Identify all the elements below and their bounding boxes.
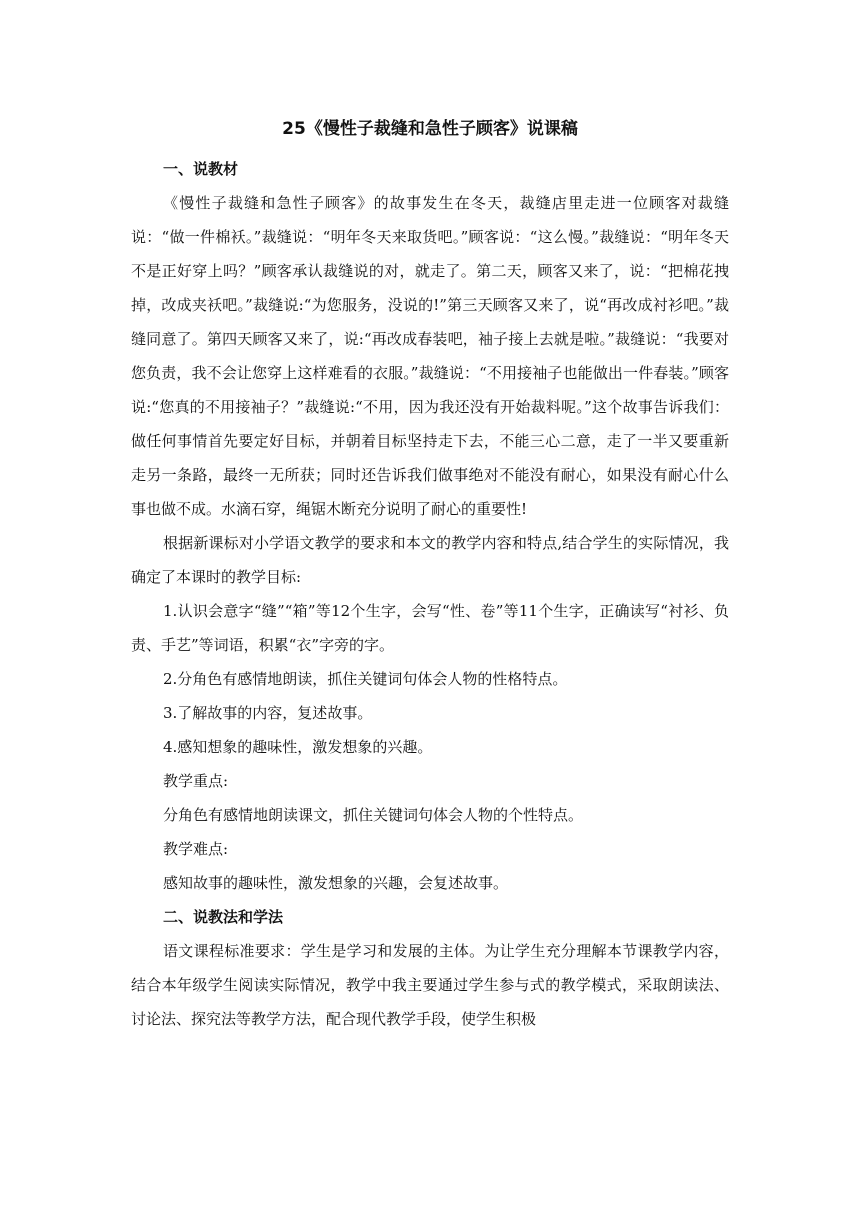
- teaching-goal-2: 2.分角色有感情地朗读，抓住关键词句体会人物的性格特点。: [163, 670, 568, 688]
- story-summary-paragraph: 《慢性子裁缝和急性子顾客》的故事发生在冬天，裁缝店里走进一位顾客对裁缝说：“做一件棉袄。”裁缝说：“明年冬天来取货吧。”顾客说：“这么慢。”裁缝说：“明年冬天不是正好穿上吗？”顾客承认裁缝说的对，就走了。第二天，顾客又来了，说：“把棉花拽掉，改成夹袄吧。”裁缝说:“为您服务，没说的!”第三天顾客又来了，说“再改成衬衫吧。”裁缝同意了。第四天顾客又来了，说:“再改成春装吧，袖子接上去就是啦。”裁缝说：“我要对您负责，我不会让您穿上这样难看的衣服。”裁缝说：“不用接袖子也能做出一件春装。”顾客说:“您真的不用接袖子？”裁缝说:“不用，因为我还没有开始裁料呢。”这个故事告诉我们：做任何事情首先要定好目标，并朝着目标坚持走下去，不能三心二意，走了一半又要重新走另一条路，最终一无所获；同时还告诉我们做事绝对不能没有耐心，如果没有耐心什么事也做不成。水滴石穿，绳锯木断充分说明了耐心的重要性!: [131, 194, 729, 518]
- document-page: [131, 114, 729, 1036]
- difficulties-text: 感知故事的趣味性，激发想象的兴趣，会复述故事。: [163, 874, 509, 892]
- document-title: 25《慢性子裁缝和急性子顾客》说课稿: [282, 119, 578, 139]
- difficulties-label: 教学难点:: [163, 840, 229, 858]
- goals-intro-paragraph: 根据新课标对小学语文教学的要求和本文的教学内容和特点,结合学生的实际情况，我确定了本课时的教学目标:: [131, 534, 729, 586]
- teaching-goal-4: 4.感知想象的趣味性，激发想象的兴趣。: [163, 738, 433, 756]
- section-heading-methods: 二、说教法和学法: [163, 908, 284, 926]
- methods-paragraph: 语文课程标准要求：学生是学习和发展的主体。为让学生充分理解本节课教学内容，结合本年级学生阅读实际情况，教学中我主要通过学生参与式的教学模式，采取朗读法、讨论法、探究法等教学方法，配合现代教学手段，使学生积极: [131, 942, 729, 1028]
- teaching-goal-3: 3.了解故事的内容，复述故事。: [163, 704, 373, 722]
- section-heading-teaching-material: 一、说教材: [163, 160, 239, 178]
- teaching-goal-1: 1.认识会意字“缝”“箱”等12个生字，会写“性、卷”等11个生字，正确读写“衬衫、负责、手艺”等词语，积累“衣”字旁的字。: [131, 602, 729, 654]
- key-points-text: 分角色有感情地朗读课文，抓住关键词句体会人物的个性特点。: [163, 806, 584, 824]
- key-points-label: 教学重点:: [163, 772, 229, 790]
